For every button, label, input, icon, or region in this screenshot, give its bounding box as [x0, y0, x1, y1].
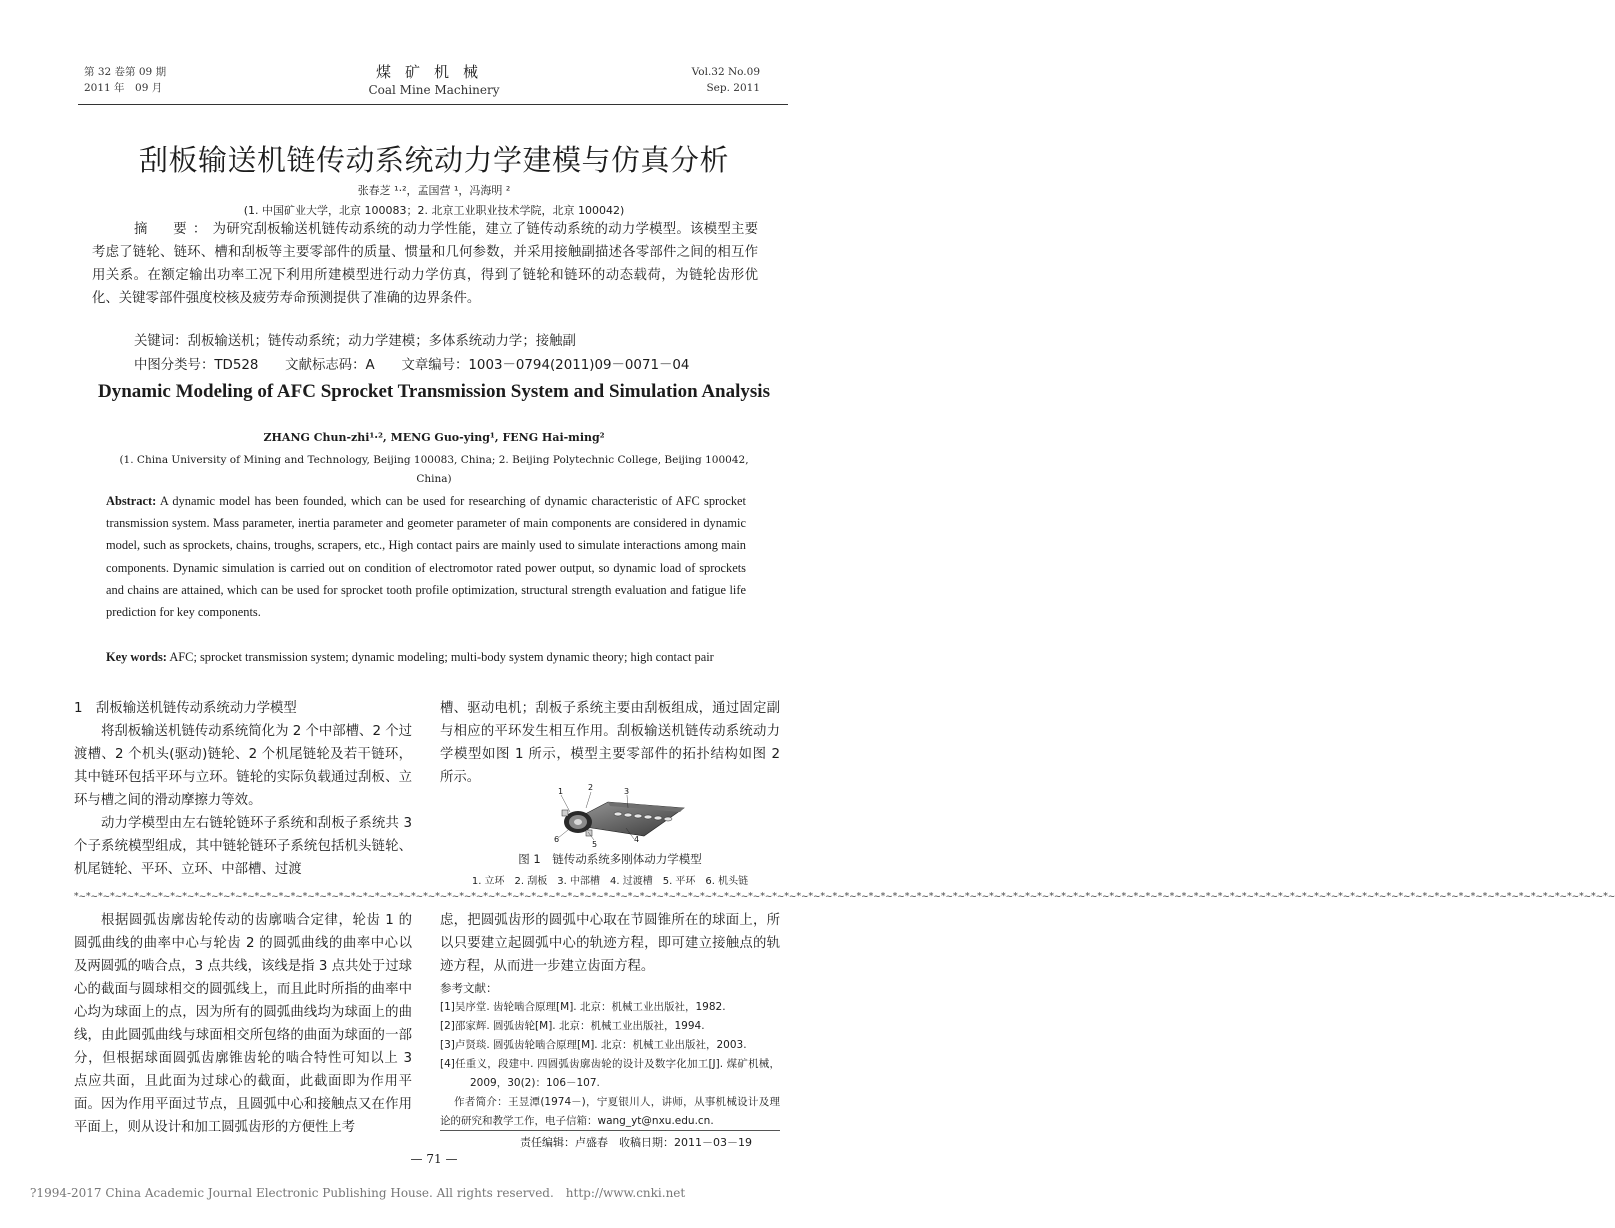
- header-rule: [78, 104, 788, 105]
- journal-issue-cn: [84, 64, 166, 96]
- page-number: — 71 —: [410, 1152, 458, 1166]
- journal-name-cn: 煤矿机械: [375, 63, 492, 81]
- issue-line-1: 第 32 卷第 09 期: [84, 66, 167, 78]
- callout-2: 2: [588, 783, 594, 792]
- paper-title-cn: 刮板输送机链传动系统动力学建模与仿真分析: [138, 143, 729, 177]
- keywords-en: [106, 646, 746, 668]
- date-line: Sep. 2011: [706, 82, 760, 94]
- editor-rule: [440, 1130, 780, 1131]
- callout-5: 5: [592, 840, 598, 849]
- abstract-cn-text: 为研究刮板输送机链传动系统的动力学性能，建立了链传动系统的动力学模型。该模型主要考虑了链轮、链环、槽和刮板等主要零部件的质量、惯量和几何参数，并采用接触副描述各零部件之间的相互作用关系。在额定输出功率工况下利用所建模型进行动力学仿真，得到了链轮和链环的动态载荷，为链轮齿形优化、关键零部件强度校核及疲劳寿命预测提供了准确的边界条件。: [92, 222, 759, 306]
- classification-line: 中图分类号：TD528 文献标志码：A 文章编号：1003－0794(2011)09－0071－04: [134, 358, 690, 373]
- left-column-bottom: [74, 909, 412, 1139]
- reference-item: [3]卢贤琰. 圆弧齿轮啮合原理[M]. 北京：机械工业出版社，2003.: [440, 1039, 747, 1051]
- paragraph: 动力学模型由左右链轮链环子系统和刮板子系统共 3 个子系统模型组成，其中链轮链环子系统包括机头链轮、机尾链轮、平环、立环、中部槽、过渡: [74, 816, 412, 877]
- paper-title-en: Dynamic Modeling of AFC Sprocket Transmission System and Simulation Analysis: [98, 381, 770, 402]
- abstract-en-label: Abstract:: [106, 494, 157, 508]
- authors-cn: 张春芝 ¹·²，孟国营 ¹，冯海明 ²: [357, 184, 511, 197]
- figure-1-legend: 1. 立环 2. 刮板 3. 中部槽 4. 过渡槽 5. 平环 6. 机头链: [471, 876, 749, 887]
- abstract-en-text: A dynamic model has been founded, which can be used for researching of dynamic characteristic of AFC sprocket transmission system. Mass parameter, inertia parameter and geometer parameter of main components are considered in dynamic model, such as sprockets, chains, troughs, scrapers, etc., High contact pairs are mainly used to simulate interactions among main components. Dynamic simulation is carried out on condition of electromotor rated power output, so dynamic load of sprockets and chains are attained, which can be used for sprocket tooth profile optimization, structural strength evaluation and fatigue life prediction for key components.: [106, 494, 746, 620]
- abstract-cn: [92, 218, 758, 310]
- figure-1-image: [548, 784, 684, 848]
- reference-item: [4]任重义，段建中. 四圆弧齿廓齿轮的设计及数字化加工[J]. 煤矿机械，2009，30(2)：106－107.: [440, 1058, 780, 1089]
- abstract-cn-label: 摘 要：: [134, 222, 213, 237]
- callout-6: 6: [554, 835, 560, 844]
- authors-en: ZHANG Chun-zhi¹·², MENG Guo-ying¹, FENG Hai-ming²: [263, 431, 605, 444]
- section-1-heading: 1 刮板输送机链传动系统动力学模型: [74, 701, 297, 716]
- author-bio: 作者简介：王昱潭(1974－)，宁夏银川人，讲师，从事机械设计及理论的研究和教学工作，电子信箱：wang_yt@nxu.edu.cn.: [440, 1096, 780, 1127]
- affiliations-cn: (1. 中国矿业大学，北京 100083；2. 北京工业职业技术学院，北京 100042): [243, 204, 625, 217]
- right-column-bottom: [440, 909, 780, 1131]
- reference-list: [440, 998, 780, 1093]
- article-divider: *~*~*~*~*~*~*~*~*~*~*~*~*~*~*~*~*~*~*~*~*~*~*~*~*~*~*~*~*~*~*~*~*~*~*~*~*~*~*~*~*~*~*~*~*~*~*~*~*~*~*~*~*~*~*~*~*~*~*~*~*~*~*~*~*~*~*~*~*~*~*~*~*~*~*~*~*~*~*~*~*~*~*~*~*~*~*~*~*~*~*~*~*~*~*~*~*~*~*~*~*~*~*~*~*~*~*~*~*~*~*~*~*~*~*~*~*~*~*~*~*~*~*~*~*~*~*~*~: [74, 892, 1615, 902]
- cnki-footer: ?1994-2017 China Academic Journal Electronic Publishing House. All rights reserved. http://www.cnki.net: [30, 1186, 686, 1200]
- paragraph: 根据圆弧齿廓齿轮传动的齿廓啮合定律，轮齿 1 的圆弧曲线的曲率中心与轮齿 2 的圆弧曲线的曲率中心以及两圆弧的啮合点，3 点共线，该线是指 3 点共处于过球心的截面与圆球相交的圆弧线上，而且此时所指的曲率中心均为球面上的点，因为所有的圆弧曲线均为球面上的曲线，由此圆弧曲线与球面相交所包络的曲面为球面的一部分，但根据球面圆弧齿廓锥齿轮的啮合特性可知以上 3 点应共面，且此面为过球心的截面，此截面即为作用平面。因为作用平面过节点，且圆弧中心和接触点又在作用平面上，则从设计和加工圆弧齿形的方便性上考: [74, 913, 412, 1135]
- left-column-top: [74, 720, 412, 881]
- paragraph: 槽、驱动电机；刮板子系统主要由刮板组成，通过固定副与相应的平环发生相互作用。刮板输送机链传动系统动力学模型如图 1 所示，模型主要零部件的拓扑结构如图 2 所示。: [440, 701, 780, 785]
- right-column-top: [440, 697, 780, 789]
- paragraph: 将刮板输送机链传动系统简化为 2 个中部槽、2 个过渡槽、2 个机头(驱动)链轮、2 个机尾链轮及若干链环，其中链环包括平环与立环。链轮的实际负载通过刮板、立环与槽之间的滑动摩擦力等效。: [74, 724, 413, 808]
- paragraph: 虑，把圆弧齿形的圆弧中心取在节圆锥所在的球面上，所以只要建立起圆弧中心的轨迹方程，即可建立接触点的轨迹方程，从而进一步建立齿面方程。: [440, 913, 780, 974]
- journal-name-en: Coal Mine Machinery: [368, 83, 500, 97]
- journal-name: [300, 62, 568, 98]
- callout-4: 4: [634, 835, 640, 844]
- reference-item: [1]吴序堂. 齿轮啮合原理[M]. 北京：机械工业出版社，1982.: [440, 1001, 726, 1013]
- callout-1: 1: [558, 787, 564, 796]
- journal-issue-en: [692, 64, 760, 96]
- callout-3: 3: [624, 787, 630, 796]
- references-title: 参考文献：: [440, 981, 498, 995]
- keywords-en-text: AFC; sprocket transmission system; dynamic modeling; multi-body system dynamic theory; high contact pair: [169, 650, 714, 664]
- abstract-en: [106, 490, 746, 623]
- affiliations-en: (1. China University of Mining and Technology, Beijing 100083, China; 2. Beijing Polytechnic College, Beijing 100042, China): [119, 454, 749, 485]
- volume-line: Vol.32 No.09: [691, 66, 760, 78]
- issue-line-2: 2011 年 09 月: [84, 82, 163, 94]
- figure-1-caption: 图 1 链传动系统多刚体动力学模型: [518, 852, 702, 866]
- editor-received-line: 责任编辑：卢盛春 收稿日期：2011－03－19: [520, 1136, 752, 1149]
- keywords-en-label: Key words:: [106, 650, 167, 664]
- keywords-cn: 关键词：刮板输送机；链传动系统；动力学建模；多体系统动力学；接触副: [134, 334, 576, 349]
- reference-item: [2]邵家辉. 圆弧齿轮[M]. 北京：机械工业出版社，1994.: [440, 1020, 705, 1032]
